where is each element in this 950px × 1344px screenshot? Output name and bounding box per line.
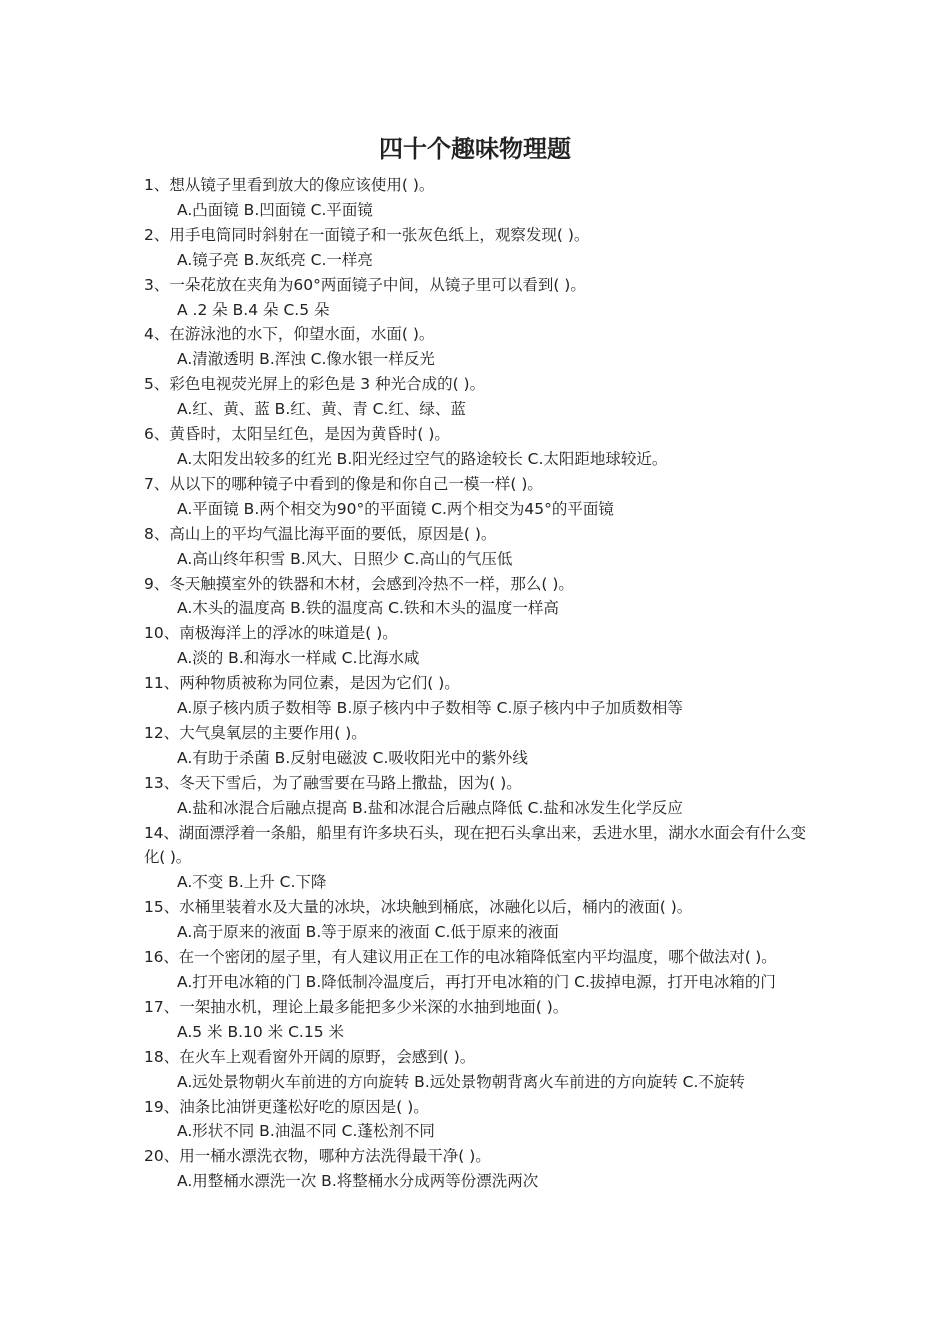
question-item [144, 945, 816, 995]
question-text: 15、水桶里装着水及大量的冰块，冰块触到桶底，冰融化以后，桶内的液面( )。 [144, 898, 693, 917]
question-text: 7、从以下的哪种镜子中看到的像是和你自己一模一样( )。 [144, 474, 543, 493]
question-options: A.太阳发出较多的红光 B.阳光经过空气的路途较长 C.太阳距地球较近。 [177, 449, 668, 468]
question-options: A.镜子亮 B.灰纸亮 C.一样亮 [177, 250, 373, 269]
question-item [144, 372, 816, 422]
question-text: 13、冬天下雪后，为了融雪要在马路上撒盐，因为( )。 [144, 773, 522, 792]
question-text: 16、在一个密闭的屋子里，有人建议用正在工作的电冰箱降低室内平均温度，哪个做法对( )。 [144, 948, 777, 967]
question-options: A.不变 B.上升 C.下降 [177, 873, 327, 892]
question-text: 10、南极海洋上的浮冰的味道是( )。 [144, 624, 398, 643]
question-item [144, 322, 816, 372]
question-item [144, 522, 816, 572]
question-item [144, 671, 816, 721]
question-text: 2、用手电筒同时斜射在一面镜子和一张灰色纸上，观察发现( )。 [144, 225, 590, 244]
question-options: A .2 朵 B.4 朵 C.5 朵 [177, 300, 330, 319]
question-list [144, 173, 816, 1194]
question-options: A.用整桶水漂洗一次 B.将整桶水分成两等份漂洗两次 [177, 1172, 539, 1191]
question-options: A.原子核内质子数相等 B.原子核内中子数相等 C.原子核内中子加质数相等 [177, 699, 683, 718]
question-options: A.红、黄、蓝 B.红、黄、青 C.红、绿、蓝 [177, 400, 466, 419]
question-item [144, 1095, 816, 1145]
question-text: 17、一架抽水机，理论上最多能把多少米深的水抽到地面( )。 [144, 997, 569, 1016]
question-text: 12、大气臭氧层的主要作用( )。 [144, 723, 367, 742]
question-item [144, 1045, 816, 1095]
question-options: A.清澈透明 B.浑浊 C.像水银一样反光 [177, 350, 435, 369]
question-item [144, 995, 816, 1045]
question-item [144, 721, 816, 771]
question-options: A.凸面镜 B.凹面镜 C.平面镜 [177, 200, 373, 219]
question-text: 9、冬天触摸室外的铁器和木材，会感到冷热不一样，那么( )。 [144, 574, 574, 593]
question-options: A.远处景物朝火车前进的方向旋转 B.远处景物朝背离火车前进的方向旋转 C.不旋转 [177, 1072, 745, 1091]
question-item [144, 223, 816, 273]
question-options: A.5 米 B.10 米 C.15 米 [177, 1022, 345, 1041]
question-text: 8、高山上的平均气温比海平面的要低，原因是( )。 [144, 524, 497, 543]
question-item [144, 173, 816, 223]
question-item [144, 895, 816, 945]
question-text: 18、在火车上观看窗外开阔的原野，会感到( )。 [144, 1047, 476, 1066]
question-options: A.打开电冰箱的门 B.降低制冷温度后，再打开电冰箱的门 C.拔掉电源，打开电冰箱的门 [177, 973, 776, 991]
question-text: 3、一朵花放在夹角为60°两面镜子中间，从镜子里可以看到( )。 [144, 275, 586, 294]
question-options: A.有助于杀菌 B.反射电磁波 C.吸收阳光中的紫外线 [177, 748, 528, 767]
question-text: 4、在游泳池的水下，仰望水面，水面( )。 [144, 325, 435, 344]
question-item [144, 1144, 816, 1194]
question-text: 11、两种物质被称为同位素，是因为它们( )。 [144, 674, 460, 693]
question-options: A.形状不同 B.油温不同 C.蓬松剂不同 [177, 1122, 435, 1141]
question-text: 14、湖面漂浮着一条船，船里有许多块石头，现在把石头拿出来，丢进水里，湖水水面会有什么变化( )。 [144, 823, 806, 867]
question-item [144, 422, 816, 472]
question-item [144, 472, 816, 522]
question-item [144, 821, 816, 896]
question-item [144, 572, 816, 622]
question-item [144, 771, 816, 821]
question-options: A.平面镜 B.两个相交为90°的平面镜 C.两个相交为45°的平面镜 [177, 499, 614, 518]
question-text: 5、彩色电视荧光屏上的彩色是 3 种光合成的( )。 [144, 375, 486, 394]
question-options: A.淡的 B.和海水一样咸 C.比海水咸 [177, 649, 420, 668]
question-text: 1、想从镜子里看到放大的像应该使用( )。 [144, 176, 435, 194]
question-item [144, 621, 816, 671]
question-options: A.高山终年积雪 B.风大、日照少 C.高山的气压低 [177, 549, 513, 568]
question-options: A.高于原来的液面 B.等于原来的液面 C.低于原来的液面 [177, 923, 559, 942]
question-text: 20、用一桶水漂洗衣物，哪种方法洗得最干净( )。 [144, 1147, 491, 1166]
question-text: 6、黄昏时，太阳呈红色，是因为黄昏时( )。 [144, 425, 450, 444]
question-text: 19、油条比油饼更蓬松好吃的原因是( )。 [144, 1097, 429, 1116]
question-item [144, 273, 816, 323]
question-options: A.盐和冰混合后融点提高 B.盐和冰混合后融点降低 C.盐和冰发生化学反应 [177, 798, 683, 817]
document-title: 四十个趣味物理题 [379, 134, 571, 163]
question-options: A.木头的温度高 B.铁的温度高 C.铁和木头的温度一样高 [177, 599, 559, 618]
